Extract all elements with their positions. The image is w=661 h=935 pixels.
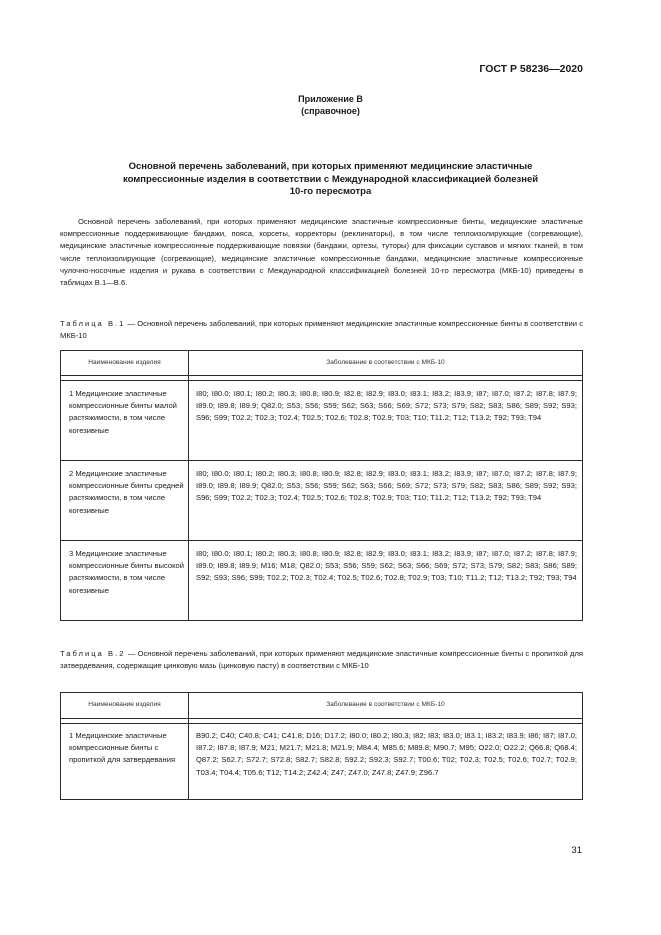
table-cell-codes: I80; I80.0; I80.1; I80.2; I80.3; I80.8; I80.9; I82.8; I82.9; I83.0; I83.1; I83.2; I83.9; I87; I87.0; I87.2; I87.8; I87.9; I89.0; I89.8; I89.9; M16; M18; Q82.0; S53; S56; S59; S62; S63; S66; S69; S72; S73; S79; S82; S83; S86; S89; S92; S93; S96; S99; T02.2; T02.3; T02.4; T02.5; T02.6; T02.8; T02.9; T03; T10; T11.2; T12; T13.2; T92; T93; T94	[189, 541, 583, 621]
table-cell-name: 1 Медицинские эластичные компрессионные бинты с пропиткой для затвердевания	[61, 724, 189, 800]
table1-header-name: Наименование изделия	[61, 351, 189, 376]
table-cell-codes: I80; I80.0; I80.1; I80.2; I80.3; I80.8; I80.9; I82.8; I82.9; I83.0; I83.1; I83.2; I83.9; I87; I87.0; I87.2; I87.8; I87.9; I89.0; I89.8; I89.9; Q82.0; S53; S56; S59; S62; S63; S66; S69; S72; S73; S79; S82; S83; S86; S89; S92; S93; S96; S99; T02.2; T02.3; T02.4; T02.5; T02.6; T02.8; T02.9; T03; T10; T11.2; T12; T13.2; T92; T93; T94	[189, 461, 583, 541]
table-row	[61, 541, 583, 621]
appendix-title: Приложение В	[298, 94, 363, 104]
table2-header-codes: Заболевание в соответствии с МКБ-10	[189, 693, 583, 719]
table1	[60, 350, 583, 621]
table1-label: Таблица В.1	[60, 319, 126, 328]
table-cell-name: 1 Медицинские эластичные компрессионные бинты малой растяжимости, в том числе когезивные	[61, 381, 189, 461]
page-number: 31	[571, 845, 582, 856]
section-title-line: 10-го пересмотра	[289, 186, 372, 197]
table1-caption-text: — Основной перечень заболеваний, при которых применяют медицинские эластичные компрессионные бинты в соответствии с МКБ-10	[60, 319, 583, 340]
section-title-line: компрессионные изделия в соответствии с Международной классификацией болезней	[122, 173, 539, 185]
section-title-line: Основной перечень заболеваний, при которых применяют медицинские эластичные	[128, 161, 533, 172]
table-cell-codes: B90.2; C40; C40.8; C41; C41.8; D16; D17.2; I80.0; I80.2; I80.3; I82; I83; I83.0; I83.1; I83.2; I83.9; I86; I87; I87.0; I87.2; I87.8; I87.9; M21; M21.7; M21.8; M21.9; M84.4; M85.6; M89.8; M90.7; M95; O22.0; O22.2; Q66.8; Q68.4; Q87.2; S62.7; S72.7; S72.8; S82.7; S82.8; S92.2; S92.3; S92.7; T00.6; T02; T02.3; T02.5; T02.6; T02.7; T02.9; T03.4; T04.4; T05.6; T12; T14.2; Z42.4; Z47; Z47.0; Z47.8; Z47.9; Z96.7	[189, 724, 583, 800]
table1-header-codes: Заболевание в соответствии с МКБ-10	[189, 351, 583, 376]
section-title	[60, 161, 601, 199]
table1-header-row	[61, 351, 583, 376]
table2-header-row	[61, 693, 583, 719]
table-cell-codes: I80; I80.0; I80.1; I80.2; I80.3; I80.8; I80.9; I82.8; I82.9; I83.0; I83.1; I83.2; I83.9; I87; I87.0; I87.2; I87.8; I87.9; I89.0; I89.8; I89.9; Q82.0; S53; S56; S59; S62; S63; S66; S69; S72; S73; S79; S82; S83; S86; S89; S92; S93; S96; S99; T02.2; T02.3; T02.4; T02.5; T02.6; T02.8; T02.9; T03; T10; T11.2; T12; T13.2; T92; T93; T94	[189, 381, 583, 461]
table1-caption	[60, 318, 583, 341]
appendix-note: (справочное)	[301, 106, 360, 116]
standard-number: ГОСТ Р 58236—2020	[479, 63, 583, 75]
table-cell-name: 2 Медицинские эластичные компрессионные бинты средней растяжимости, в том числе когезивные	[61, 461, 189, 541]
intro-paragraph: Основной перечень заболеваний, при которых применяют медицинские эластичные компрессионные бинты, медицинские эластичные компрессионные поддерживающие бандажи, пояса, корсеты, корректоры (реклинаторы), в том числе теплоизолирующие (согревающие), медицинские эластичные компрессионные поддерживающие повязки (бандажи, ортезы, туторы) для фиксации суставов и мягких тканей, в том числе теплоизолирующие (согревающие), медицинские эластичные компрессионные бандажи, медицинские эластичные компрессионные чулочно-носочные изделия и рукава в соответствии с Международной классификацией болезней 10-го пересмотра (МКБ-10) приведены в таблицах В.1—В.6.	[60, 217, 583, 288]
table2-label: Таблица В.2	[60, 649, 126, 658]
table-cell-name: 3 Медицинские эластичные компрессионные бинты высокой растяжимости, в том числе когезивные	[61, 541, 189, 621]
table-row	[61, 381, 583, 461]
table2	[60, 692, 583, 800]
table2-caption	[60, 648, 583, 671]
table2-caption-text: — Основной перечень заболеваний, при которых применяют медицинские эластичные компрессионные бинты с пропиткой для затвердевания, содержащие цинковую мазь (цинковую пасту) в соответствии с МКБ-10	[60, 649, 583, 670]
table-row	[61, 461, 583, 541]
table-row	[61, 724, 583, 800]
table2-header-name: Наименование изделия	[61, 693, 189, 719]
